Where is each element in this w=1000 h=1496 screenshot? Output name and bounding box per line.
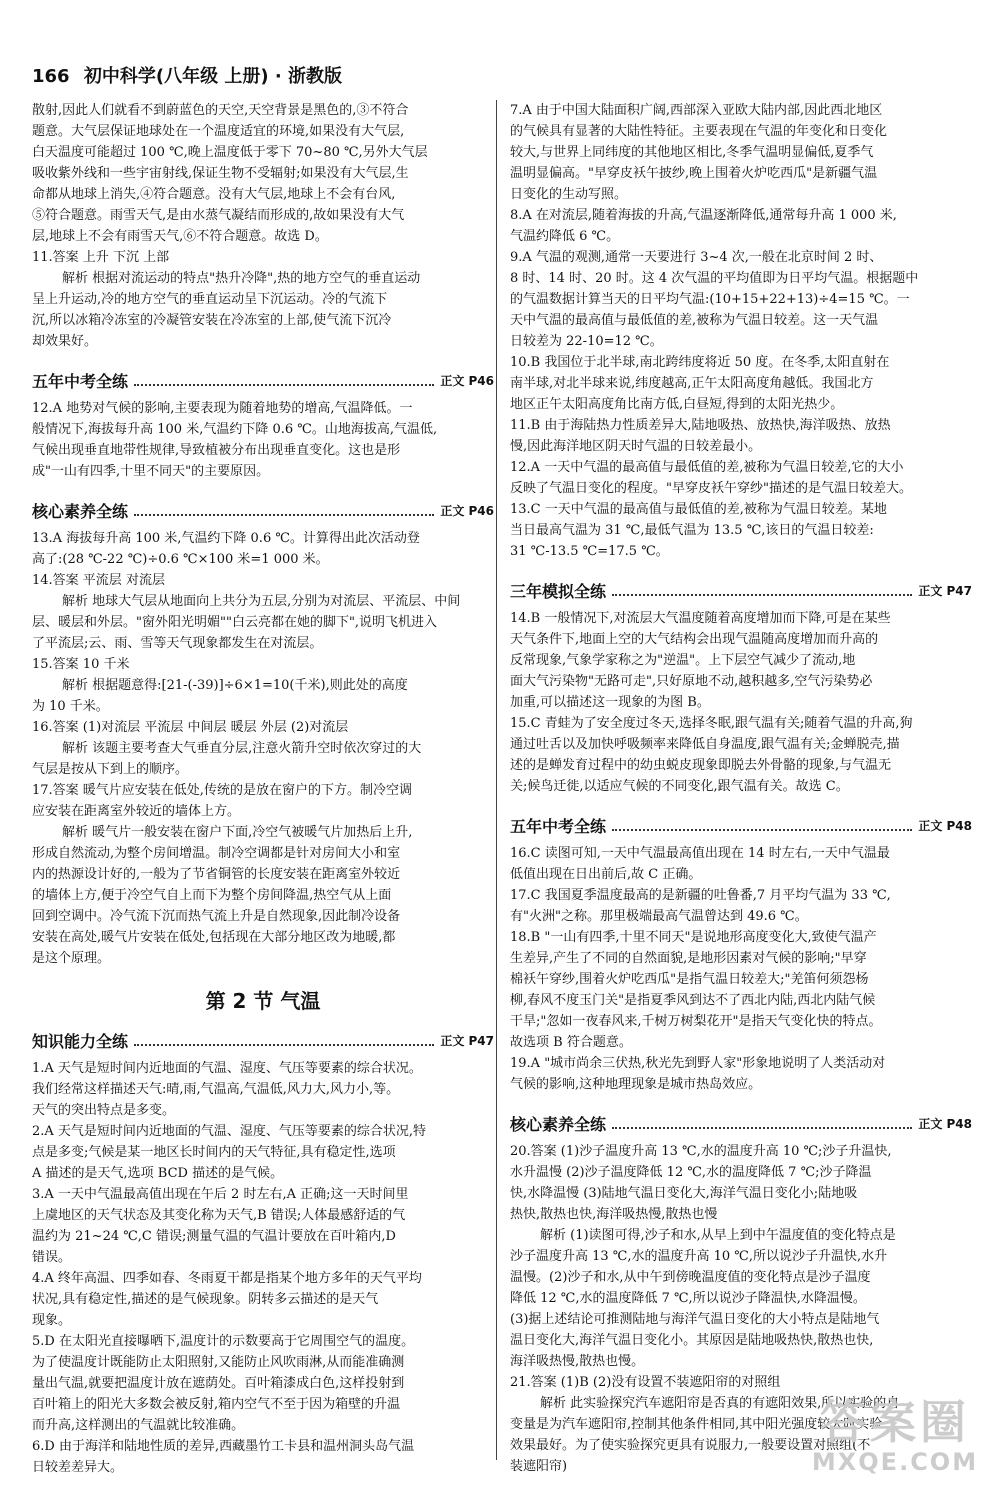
section-ref: 正文 P48 xyxy=(918,819,972,833)
section-header xyxy=(32,1022,494,1052)
text-line: 12.A 一天中气温的最高值与最低值的差,被称为气温日较差,它的大小 xyxy=(510,460,904,475)
section-ref: 正文 P48 xyxy=(918,1117,972,1131)
text-line: A 描述的是天气,选项 BCD 描述的是气候。 xyxy=(32,1166,284,1181)
text-line: 温慢。(2)沙子和水,从中午到傍晚温度值的变化特点是沙子温度 xyxy=(510,1270,871,1285)
text-line: 状况,具有稳定性,描述的是气候现象。阴转多云描述的是天气 xyxy=(32,1292,379,1307)
text-line: 加重,可以描述这一现象的为图 B。 xyxy=(510,695,710,710)
text-line: 高了:(28 ℃-22 ℃)÷0.6 ℃×100 米=1 000 米。 xyxy=(32,552,329,567)
section-ref: 正文 P47 xyxy=(440,1034,494,1048)
text-line: 是这个原理。 xyxy=(32,951,111,966)
text-line: 18.B "一山有四季,十里不同天"是说地形高度变化大,致使气温产 xyxy=(510,930,877,945)
text-line: 6.D 由于海洋和陆地性质的差异,西藏墨竹工卡县和温州洞头岛气温 xyxy=(32,1439,415,1454)
text-line: 3.A 一天中气温最高值出现在午后 2 时左右,A 正确;这一天时间里 xyxy=(32,1187,409,1202)
section-header xyxy=(510,572,972,602)
text-line: 15.答案 10 千米 xyxy=(32,657,130,672)
text-line: 通过吐舌以及加快呼吸频率来降低自身温度,跟气温有关;金蝉脱壳,描 xyxy=(510,737,900,752)
text-line: 柳,春风不度玉门关"是指夏季风到达不了西北内陆,西北内陆气候 xyxy=(510,993,876,1008)
text-line: 散射,因此人们就看不到蔚蓝色的天空,天空背景是黑色的,③不符合 xyxy=(32,103,409,118)
section-ref: 正文 P46 xyxy=(440,504,494,518)
text-line: 成"一山有四季,十里不同天"的主要原因。 xyxy=(32,464,270,479)
section-title: 知识能力全练 xyxy=(32,1032,129,1051)
text-line: 层、暖层和外层。"窗外阳光明媚""白云亮都在她的脚下",说明飞机进入 xyxy=(32,615,438,630)
text-line: 的气候具有显著的大陆性特征。主要表现在气温的年变化和日变化 xyxy=(510,124,888,139)
text-line: 19.A "城市尚余三伏热,秋光先到野人家"形象地说明了人类活动对 xyxy=(510,1056,886,1071)
text-line: 5.D 在太阳光直接曝晒下,温度计的示数要高于它周围空气的温度。 xyxy=(32,1334,415,1349)
watermark-text: 答案圈 xyxy=(820,1395,970,1449)
section-ref: 正文 P47 xyxy=(918,584,972,598)
section-title: 核心素养全练 xyxy=(510,1115,607,1134)
section-title: 五年中考全练 xyxy=(32,372,129,391)
page-header xyxy=(32,62,968,92)
text-line: 内的热源设计好的,一般为了节省铜管的长度安装在距离室外较近 xyxy=(32,867,401,882)
section-header xyxy=(510,807,972,837)
text-line: 白天温度可能超过 100 ℃,晚上温度低于零下 70~80 ℃,另外大气层 xyxy=(32,145,428,160)
text-line: 形成自然流动,为整个房间增温。制冷空调都是针对房间大小和室 xyxy=(32,846,401,861)
text-line: 12.A 地势对气候的影响,主要表现为随着地势的增高,气温降低。一 xyxy=(32,401,413,416)
text-line: 解析 地球大气层从地面向上共分为五层,分别为对流层、平流层、中间 xyxy=(62,594,461,609)
text-line: 为 10 千米。 xyxy=(32,699,109,714)
text-line: 当日最高气温为 31 ℃,最低气温为 13.5 ℃,该日的气温日较差: xyxy=(510,523,874,538)
text-line: 较大,与世界上同纬度的其他地区相比,冬季气温明显偏低,夏季气 xyxy=(510,145,874,160)
dotted-leader xyxy=(612,1127,912,1129)
text-line: 述的是蝉发育过程中的幼虫蜕皮现象即脱去外骨骼的现象,与气温无 xyxy=(510,758,892,773)
text-line: 16.C 读图可知,一天中气温最高值出现在 14 时左右,一天中气温最 xyxy=(510,846,890,861)
section-header xyxy=(510,1105,972,1135)
watermark-logo xyxy=(810,1396,980,1486)
text-line: 日变化的生动写照。 xyxy=(510,187,628,202)
text-line: 装遮阳帘) xyxy=(510,1459,568,1474)
text-line: 百叶箱上的阳光大多数会被反射,箱内空气不至于因为箱壁的升温 xyxy=(32,1397,401,1412)
text-line: 反映了气温日变化的程度。"早穿皮袄午穿纱"描述的是气温日较差大。 xyxy=(510,481,912,496)
q1-6-block xyxy=(32,1058,494,1478)
text-line: 故选项 B 符合题意。 xyxy=(510,1035,632,1050)
intro-block xyxy=(32,100,494,247)
text-line: 气候的影响,这种地理现象是城市热岛效应。 xyxy=(510,1077,762,1092)
text-line: 17.C 我国夏季温度最高的是新疆的吐鲁番,7 月平均气温为 33 ℃, xyxy=(510,888,891,903)
text-line: 9.A 气温的观测,通常一天要进行 3~4 次,一般在北京时间 2 时、 xyxy=(510,250,883,265)
chapter-title: 第 2 节 气温 xyxy=(205,989,321,1013)
section-header xyxy=(32,362,494,392)
text-line: 15.C 青蛙为了安全度过冬天,选择冬眠,跟气温有关;随着气温的升高,狗 xyxy=(510,716,913,731)
text-line: 应安装在距离室外较近的墙体上方。 xyxy=(32,804,241,819)
text-line: 1.A 天气是短时间内近地面的气温、湿度、气压等要素的综合状况。 xyxy=(32,1061,422,1076)
text-line: 上虞地区的天气状态及其变化称为天气,B 错误;人体最感舒适的气 xyxy=(32,1208,406,1223)
text-line: 降低 12 ℃,水的温度降低 7 ℃,所以说沙子降温快,水降温慢。 xyxy=(510,1291,866,1306)
text-line: 沉,所以冰箱冷冻室的冷凝管安装在冷冻室的上部,使气流下沉冷 xyxy=(32,313,392,328)
text-line: 地区正午太阳高度角比南方低,白昼短,得到的太阳光热少。 xyxy=(510,397,844,412)
left-column xyxy=(32,100,494,1478)
text-line: 天中气温的最高值与最低值的差,被称为气温日较差。这一天气温 xyxy=(510,313,879,328)
column-divider xyxy=(496,100,497,1460)
dotted-leader xyxy=(134,514,434,516)
text-line: 20.答案 (1)沙子温度升高 13 ℃,水的温度升高 10 ℃;沙子升温快, xyxy=(510,1144,892,1159)
text-line: 11.B 由于海陆热力性质差异大,陆地吸热、放热快,海洋吸热、放热 xyxy=(510,418,891,433)
text-line: 关;候鸟迁徙,以适应气候的不同变化,跟气温有关。故选 C。 xyxy=(510,779,849,794)
text-line: 海洋吸热慢,散热也慢。 xyxy=(510,1354,645,1369)
q7-13-block xyxy=(510,100,972,562)
text-line: 而升高,这样测出的气温就比较准确。 xyxy=(32,1418,245,1433)
text-line: 南半球,对北半球来说,纬度越高,正午太阳高度角越低。我国北方 xyxy=(510,376,874,391)
q11-block xyxy=(32,247,494,352)
text-line: 16.答案 (1)对流层 平流层 中间层 暖层 外层 (2)对流层 xyxy=(32,720,349,735)
q12-block xyxy=(32,398,494,482)
text-line: 4.A 终年高温、四季如春、冬雨夏干都是指某个地方多年的天气平均 xyxy=(32,1271,422,1286)
text-line: 棉袄午穿纱,围着火炉吃西瓜"是指气温日较差大;"羌笛何须怨杨 xyxy=(510,972,869,987)
page-number: 166 xyxy=(32,66,70,87)
text-line: 回到空调中。冷气流下沉而热气流上升是自然现象,因此制冷设备 xyxy=(32,909,401,924)
dotted-leader xyxy=(134,384,434,386)
text-line: 却效果好。 xyxy=(32,334,98,349)
right-column xyxy=(510,100,972,1477)
watermark-url: MXQE.COM xyxy=(811,1448,979,1476)
text-line: 11.答案 上升 下沉 上部 xyxy=(32,250,170,265)
text-line: 快,水降温慢 (3)陆地气温日变化大,海洋气温日变化小;陆地吸 xyxy=(510,1186,858,1201)
text-line: 天气条件下,地面上空的大气结构会出现气温随高度增加而升高的 xyxy=(510,632,879,647)
text-line: 31 ℃-13.5 ℃=17.5 ℃。 xyxy=(510,544,669,559)
text-line: 为了使温度计既能防止太阳照射,又能防止风吹雨淋,从而能准确测 xyxy=(32,1355,405,1370)
text-line: 温约为 21~24 ℃,C 错误;测量气温的气温计要放在百叶箱内,D xyxy=(32,1229,396,1244)
text-line: 面大气污染物"无路可走",只好原地不动,越积越多,空气污染势必 xyxy=(510,674,873,689)
text-line: 错误。 xyxy=(32,1250,72,1265)
q13-17-block xyxy=(32,528,494,969)
text-line: 17.答案 暖气片应安装在低处,传统的是放在窗户的下方。制冷空调 xyxy=(32,783,412,798)
text-line: 慢,因此海洋地区阴天时气温的日较差最小。 xyxy=(510,439,762,454)
text-line: 温日变化大,海洋气温日变化小。其原因是陆地吸热快,散热也快, xyxy=(510,1333,874,1348)
text-line: 8.A 在对流层,随着海拔的升高,气温逐渐降低,通常每升高 1 000 米, xyxy=(510,208,897,223)
book-title: 初中科学(八年级 上册) · 浙教版 xyxy=(83,66,342,87)
text-line: 的墙体上方,便于冷空气自上而下为整个房间降温,热空气从上面 xyxy=(32,888,392,903)
text-line: 干旱;"忽如一夜春风来,千树万树梨花开"是指天气变化快的特点。 xyxy=(510,1014,882,1029)
text-line: 变量是为汽车遮阳帘,控制其他条件相同,其中阳光强度较大时实验 xyxy=(510,1417,883,1432)
text-line: 点是多变;气候是某一地区长时间内的天气特征,具有稳定性,选项 xyxy=(32,1145,396,1160)
text-line: 解析 (1)读图可得,沙子和水,从早上到中午温度值的变化特点是 xyxy=(540,1228,896,1243)
text-line: 2.A 天气是短时间内近地面的气温、湿度、气压等要素的综合状况,特 xyxy=(32,1124,427,1139)
text-line: 13.C 一天中气温的最高值与最低值的差,被称为气温日较差。某地 xyxy=(510,502,887,517)
text-line: 解析 暖气片一般安装在窗户下面,冷空气被暖气片加热后上升, xyxy=(62,825,413,840)
text-line: 般情况下,海拔每升高 100 米,气温约下降 0.6 ℃。山地海拔高,气温低, xyxy=(32,422,438,437)
text-line: 天气的突出特点是多变。 xyxy=(32,1103,176,1118)
q14-15-block xyxy=(510,608,972,797)
text-line: 生差异,产生了不同的自然面貌,是地形因素对气候的影响;"早穿 xyxy=(510,951,867,966)
text-line: 现象。 xyxy=(32,1313,72,1328)
section-title: 核心素养全练 xyxy=(32,502,129,521)
text-line: 解析 根据题意得:[21-(-39)]÷6×1=10(千米),则此处的高度 xyxy=(62,678,408,693)
section-title: 三年模拟全练 xyxy=(510,582,607,601)
text-line: 水升温慢 (2)沙子温度降低 12 ℃,水的温度降低 7 ℃;沙子降温 xyxy=(510,1165,872,1180)
text-line: 热快,散热也快,海洋吸热慢,散热也慢 xyxy=(510,1207,718,1222)
text-line: 层,地球上不会有雨雪天气,⑥不符合题意。故选 D。 xyxy=(32,229,328,244)
text-line: 我们经常这样描述天气:晴,雨,气温高,气温低,风力大,风力小,等。 xyxy=(32,1082,400,1097)
text-line: 解析 此实验探究汽车遮阳帘是否真的有遮阳效果,所以实验的自 xyxy=(540,1396,900,1411)
text-line: 反常现象,气象学家称之为"逆温"。上下层空气减少了流动,地 xyxy=(510,653,856,668)
text-line: 21.答案 (1)B (2)没有设置不装遮阳帘的对照组 xyxy=(510,1375,781,1390)
dotted-leader xyxy=(134,1044,434,1046)
text-line: 温明显偏高。"早穿皮袄午披纱,晚上围着火炉吃西瓜"是新疆气温 xyxy=(510,166,878,181)
text-line: 7.A 由于中国大陆面积广阔,西部深入亚欧大陆内部,因此西北地区 xyxy=(510,103,883,118)
text-line: (3)据上述结论可推测陆地与海洋气温日变化的大小特点是陆地气 xyxy=(510,1312,880,1327)
dotted-leader xyxy=(612,829,912,831)
text-line: 日较差为 22-10=12 ℃。 xyxy=(510,334,663,349)
text-line: 14.B 一般情况下,对流层大气温度随着高度增加而下降,可是在某些 xyxy=(510,611,891,626)
text-line: 气温约降低 6 ℃。 xyxy=(510,229,620,244)
dotted-leader xyxy=(612,594,912,596)
text-line: 沙子温度升高 13 ℃,水的温度升高 10 ℃,所以说沙子升温快,水升 xyxy=(510,1249,888,1264)
text-line: 低值出现在日出前后,故 C 正确。 xyxy=(510,867,702,882)
text-line: 有"火洲"之称。那里极端最高气温曾达到 49.6 ℃。 xyxy=(510,909,808,924)
text-line: 的气温数据计算当天的日平均气温:(10+15+22+13)÷4=15 ℃。一 xyxy=(510,292,910,307)
text-line: 安装在高处,暖气片安装在低处,包括现在大部分地区改为地暖,都 xyxy=(32,930,396,945)
text-line: 14.答案 平流层 对流层 xyxy=(32,573,165,588)
text-line: 10.B 我国位于北半球,南北跨纬度将近 50 度。在冬季,太阳直射在 xyxy=(510,355,890,370)
q16-19-block xyxy=(510,843,972,1095)
text-line: 解析 该题主要考查大气垂直分层,注意火箭升空时依次穿过的大 xyxy=(62,741,422,756)
text-line: 呈上升运动,冷的地方空气的垂直运动呈下沉运动。冷的气流下 xyxy=(32,292,388,307)
section-ref: 正文 P46 xyxy=(440,374,494,388)
text-line: 气层是按从下到上的顺序。 xyxy=(32,762,189,777)
text-line: 8 时、14 时、20 时。这 4 次气温的平均值即为日平均气温。根据题中 xyxy=(510,271,919,286)
section-header xyxy=(32,492,494,522)
text-line: 解析 根据对流运动的特点"热升冷降",热的地方空气的垂直运动 xyxy=(62,271,421,286)
text-line: 气候出现垂直地带性规律,导致植被分布出现垂直变化。这也是形 xyxy=(32,443,401,458)
text-line: 命都从地球上消失,④符合题意。没有大气层,地球上不会有台风, xyxy=(32,187,396,202)
text-line: 题意。大气层保证地球处在一个温度适宜的环境,如果没有大气层, xyxy=(32,124,405,139)
text-line: 日较差差异大。 xyxy=(32,1460,124,1475)
text-line: 吸收紫外线和一些宇宙射线,保证生物不受辐射;如果没有大气层,生 xyxy=(32,166,409,181)
text-line: 13.A 海拔每升高 100 米,气温约下降 0.6 ℃。计算得出此次活动登 xyxy=(32,531,420,546)
text-line: 了平流层;云、雨、雪等天气现象都发生在对流层。 xyxy=(32,636,323,651)
section-title: 五年中考全练 xyxy=(510,817,607,836)
text-line: 效果最好。为了使实验探究更具有说服力,一般要设置对照组(不 xyxy=(510,1438,871,1453)
text-line: ⑤符合题意。雨雪天气,是由水蒸气凝结而形成的,故如果没有大气 xyxy=(32,208,405,223)
text-line: 量出气温,就要把温度计放在遮荫处。百叶箱漆成白色,这样投射到 xyxy=(32,1376,405,1391)
